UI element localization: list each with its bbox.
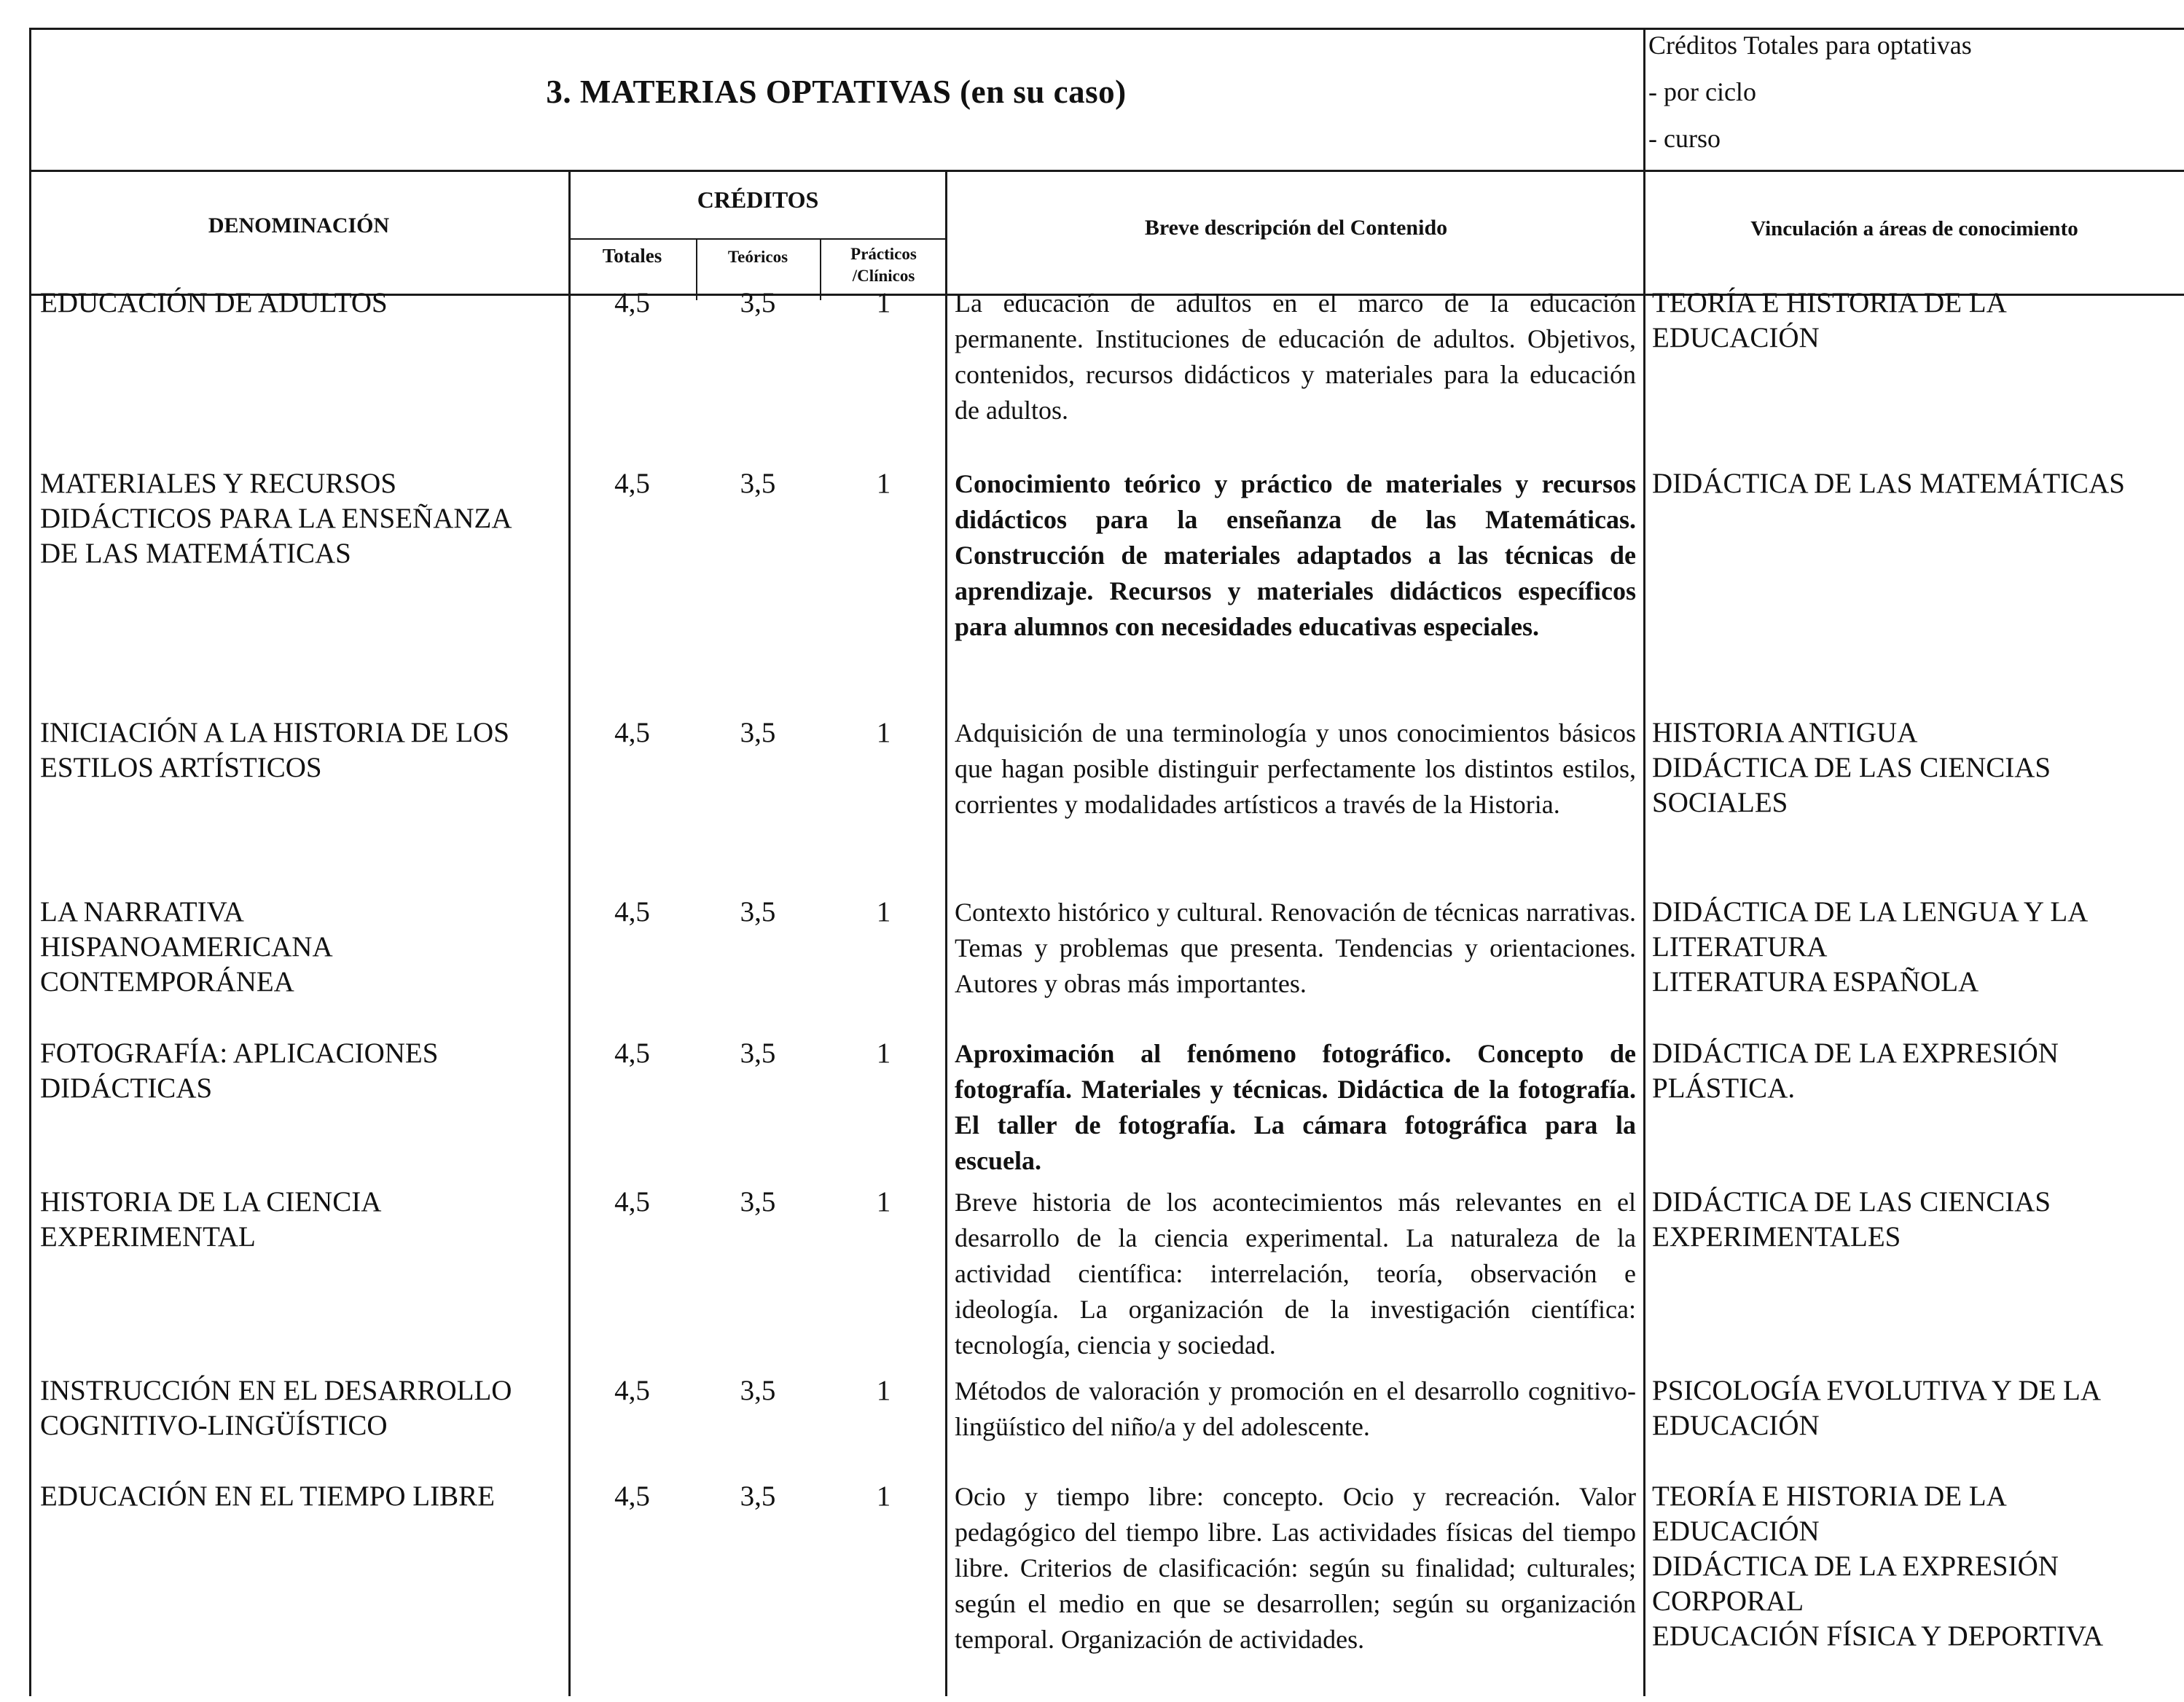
credits-practicos: 1: [876, 287, 891, 318]
knowledge-area: DIDÁCTICA DE LA EXPRESIÓN: [1652, 1550, 2059, 1582]
credits-left-line: [568, 170, 571, 1696]
column-header-denominacion: DENOMINACIÓN: [208, 213, 390, 238]
subject-name-line: HISTORIA DE LA CIENCIA: [40, 1186, 382, 1217]
credits-totales: 4,5: [614, 1038, 650, 1069]
knowledge-area: PLÁSTICA.: [1652, 1072, 1796, 1104]
knowledge-area: TEORÍA E HISTORIA DE LA: [1652, 287, 2007, 318]
subject-description: Breve historia de los acontecimientos más relevantes en el desarrollo de la ciencia experimental. La naturaleza de la actividad científica: interrelación, teoría, observación e ideología. La organización de la investigación científica: tecnología, ciencia y sociedad.: [955, 1188, 1636, 1360]
credits-info-line: Créditos Totales para optativas: [1648, 31, 1972, 60]
subject-name-line: COGNITIVO-LINGÜÍSTICO: [40, 1410, 388, 1441]
credits-teoricos: 3,5: [740, 717, 776, 748]
credits-info-line: - curso: [1648, 124, 1721, 153]
knowledge-area: DIDÁCTICA DE LA LENGUA Y LA: [1652, 896, 2089, 928]
credits-totales: 4,5: [614, 287, 650, 318]
credits-practicos: 1: [876, 1038, 891, 1069]
knowledge-areas: [1652, 1479, 2180, 1654]
credits-teoricos: 3,5: [740, 1038, 776, 1069]
knowledge-area: EDUCACIÓN FÍSICA Y DEPORTIVA: [1652, 1620, 2104, 1652]
knowledge-areas: [1652, 466, 2180, 501]
credits-totales: 4,5: [614, 896, 650, 928]
subject-name: [40, 1036, 565, 1106]
practicos-label: Prácticos: [850, 245, 917, 263]
credits-subheader-line: [568, 238, 947, 240]
knowledge-areas: [1652, 1036, 2180, 1106]
credits-totales: 4,5: [614, 468, 650, 499]
subject-name: [40, 1373, 565, 1443]
left-border: [29, 28, 31, 1696]
subject-description: Contexto histórico y cultural. Renovación de técnicas narrativas. Temas y problemas que presenta. Tendencias y orientaciones. Autores y obras más importantes.: [955, 898, 1636, 998]
credits-teoricos: 3,5: [740, 1481, 776, 1512]
subject-name-line: CONTEMPORÁNEA: [40, 966, 294, 997]
optional-credits-info: [1648, 22, 2173, 162]
subject-name-line: DIDÁCTICOS PARA LA ENSEÑANZA: [40, 503, 512, 534]
title-divider: [1643, 28, 1645, 1696]
subject-name-line: EXPERIMENTAL: [40, 1221, 256, 1252]
knowledge-area: SOCIALES: [1652, 787, 1788, 818]
knowledge-areas: [1652, 1185, 2180, 1255]
credits-totales: 4,5: [614, 1375, 650, 1406]
knowledge-area: EXPERIMENTALES: [1652, 1221, 1901, 1252]
knowledge-area: LITERATURA: [1652, 931, 1828, 962]
credits-practicos: 1: [876, 1186, 891, 1217]
subject-description: Ocio y tiempo libre: concepto. Ocio y recreación. Valor pedagógico del tiempo libre. Las actividades físicas del tiempo libre. Criterios de clasificación: según su finalidad; culturales; según el medio en que se desarrollen; según su organización temporal. Organización de actividades.: [955, 1482, 1636, 1654]
knowledge-areas: [1652, 286, 2180, 356]
credits-practicos: 1: [876, 896, 891, 928]
credits-teoricos: 3,5: [740, 1186, 776, 1217]
header-bottom-line: [29, 170, 2184, 172]
knowledge-areas: [1652, 1373, 2180, 1443]
credits-totales: 4,5: [614, 717, 650, 748]
credits-info-line: - por ciclo: [1648, 77, 1756, 106]
knowledge-area: DIDÁCTICA DE LAS CIENCIAS: [1652, 1186, 2051, 1217]
knowledge-area: DIDÁCTICA DE LAS MATEMÁTICAS: [1652, 468, 2125, 499]
subject-name-line: HISPANOAMERICANA: [40, 931, 333, 962]
page-title: 3. MATERIAS OPTATIVAS (en su caso): [546, 74, 1127, 110]
subject-name-line: EDUCACIÓN EN EL TIEMPO LIBRE: [40, 1481, 495, 1512]
column-header-totales: Totales: [602, 245, 662, 267]
subject-name-line: FOTOGRAFÍA: APLICACIONES: [40, 1038, 439, 1069]
subject-name-line: LA NARRATIVA: [40, 896, 244, 928]
subject-name-line: EDUCACIÓN DE ADULTOS: [40, 287, 388, 318]
subject-name-line: INSTRUCCIÓN EN EL DESARROLLO: [40, 1375, 512, 1406]
subject-name-line: DIDÁCTICAS: [40, 1072, 213, 1104]
knowledge-area: HISTORIA ANTIGUA: [1652, 717, 1918, 748]
subject-name: [40, 466, 565, 571]
knowledge-area: PSICOLOGÍA EVOLUTIVA Y DE LA: [1652, 1375, 2102, 1406]
subject-name: [40, 1479, 565, 1514]
subject-name: [40, 1185, 565, 1255]
credits-teoricos: 3,5: [740, 468, 776, 499]
subject-description: Conocimiento teórico y práctico de materiales y recursos didácticos para la enseñanza de las Matemáticas. Construcción de materiales adaptados a las técnicas de aprendizaje. Recursos y materiales didácticos específicos para alumnos con necesidades educativas especiales.: [955, 469, 1636, 641]
subject-name-line: MATERIALES Y RECURSOS: [40, 468, 397, 499]
credits-practicos: 1: [876, 717, 891, 748]
column-header-creditos: CRÉDITOS: [697, 187, 819, 213]
knowledge-area: EDUCACIÓN: [1652, 1515, 1820, 1547]
credits-totales: 4,5: [614, 1186, 650, 1217]
knowledge-area: LITERATURA ESPAÑOLA: [1652, 966, 1979, 997]
subject-description: La educación de adultos en el marco de la educación permanente. Instituciones de educación de adultos. Objetivos, contenidos, recursos didácticos y materiales para la educación de adultos.: [955, 289, 1636, 425]
credits-practicos: 1: [876, 1481, 891, 1512]
knowledge-areas: [1652, 715, 2180, 820]
subject-name: [40, 715, 565, 785]
clinicos-label: /Clínicos: [852, 267, 915, 285]
knowledge-areas: [1652, 895, 2180, 1000]
subject-description: Aproximación al fenómeno fotográfico. Concepto de fotografía. Materiales y técnicas. Didáctica de la fotografía. El taller de fotografía. La cámara fotográfica para la escuela.: [955, 1039, 1636, 1175]
knowledge-area: CORPORAL: [1652, 1585, 1804, 1617]
column-header-practicos: [820, 243, 947, 287]
credits-teoricos: 3,5: [740, 896, 776, 928]
credits-practicos: 1: [876, 468, 891, 499]
credits-totales: 4,5: [614, 1481, 650, 1512]
column-header-vinculacion: Vinculación a áreas de conocimiento: [1750, 217, 2078, 240]
subject-description: Adquisición de una terminología y unos conocimientos básicos que hagan posible distinguir perfectamente los distintos estilos, corrientes y modalidades artísticos a través de la Historia.: [955, 718, 1636, 819]
column-header-teoricos: Teóricos: [727, 248, 788, 266]
credits-teoricos: 3,5: [740, 1375, 776, 1406]
knowledge-area: EDUCACIÓN: [1652, 322, 1820, 353]
subject-name-line: DE LAS MATEMÁTICAS: [40, 538, 351, 569]
credits-teoricos: 3,5: [740, 287, 776, 318]
knowledge-area: DIDÁCTICA DE LA EXPRESIÓN: [1652, 1038, 2059, 1069]
column-header-descripcion: Breve descripción del Contenido: [1144, 216, 1448, 240]
description-left-line: [945, 170, 947, 1696]
subject-name: [40, 286, 565, 321]
subject-name-line: INICIACIÓN A LA HISTORIA DE LOS: [40, 717, 509, 748]
subject-name-line: ESTILOS ARTÍSTICOS: [40, 752, 322, 783]
subject-description: Métodos de valoración y promoción en el desarrollo cognitivo-lingüístico del niño/a y del adolescente.: [955, 1376, 1636, 1441]
subject-name: [40, 895, 565, 1000]
knowledge-area: EDUCACIÓN: [1652, 1410, 1820, 1441]
credits-practicos: 1: [876, 1375, 891, 1406]
knowledge-area: TEORÍA E HISTORIA DE LA: [1652, 1481, 2007, 1512]
knowledge-area: DIDÁCTICA DE LAS CIENCIAS: [1652, 752, 2051, 783]
